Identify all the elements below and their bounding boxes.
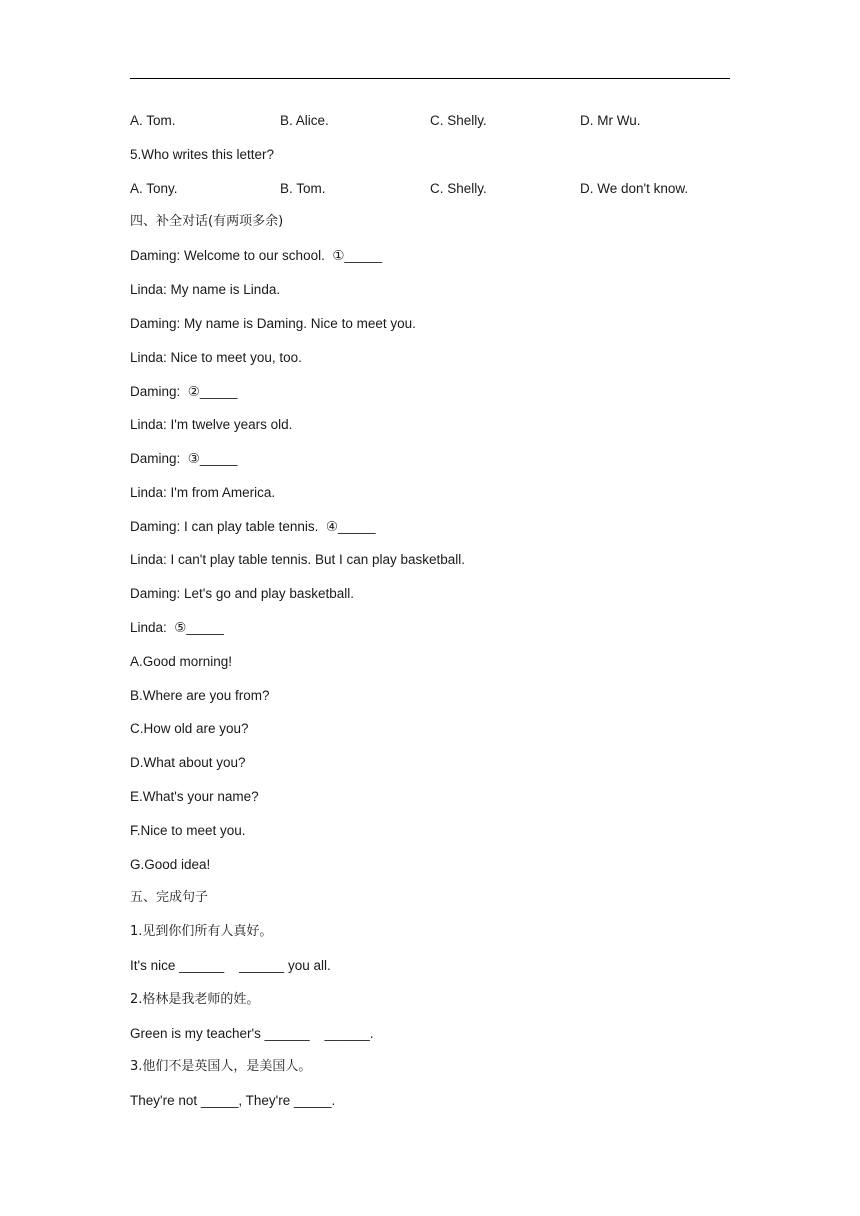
dialogue-line: Daming: I can play table tennis. ④_____: [130, 519, 376, 534]
dialogue-line: Linda: I'm twelve years old.: [130, 417, 293, 432]
sentence-prompt: 3.他们不是英国人，是美国人。: [130, 1059, 312, 1074]
sentence-prompt: 2.格林是我老师的姓。: [130, 992, 260, 1007]
dialogue-line: Daming: Let's go and play basketball.: [130, 586, 354, 601]
q4-option-d: D. Mr Wu.: [580, 113, 641, 128]
dialogue-line: Linda: Nice to meet you, too.: [130, 350, 302, 365]
dialogue-line: Linda: I can't play table tennis. But I can play basketball.: [130, 552, 466, 567]
dialogue-line: Daming: Welcome to our school. ①_____: [130, 248, 382, 263]
choice-item: E.What's your name?: [130, 789, 259, 804]
choice-item: C.How old are you?: [130, 721, 249, 736]
sentence-blank: It's nice ______ ______ you all.: [130, 958, 331, 973]
sentence-prompt: 1.见到你们所有人真好。: [130, 924, 273, 939]
dialogue-line: Daming: ②_____: [130, 384, 238, 399]
sentence-blank: They're not _____, They're _____.: [130, 1093, 336, 1108]
dialogue-line: Linda: I'm from America.: [130, 485, 276, 500]
q5-question: 5.Who writes this letter?: [130, 147, 275, 162]
q4-option-c: C. Shelly.: [430, 113, 487, 128]
q5-option-c: C. Shelly.: [430, 181, 487, 196]
q4-option-a: A. Tom.: [130, 113, 176, 128]
choice-item: F.Nice to meet you.: [130, 823, 246, 838]
q5-option-a: A. Tony.: [130, 181, 178, 196]
dialogue-line: Daming: My name is Daming. Nice to meet you.: [130, 316, 416, 331]
q5-option-b: B. Tom.: [280, 181, 326, 196]
section5-heading: 五、完成句子: [130, 890, 209, 905]
dialogue-line: Daming: ③_____: [130, 451, 238, 466]
sentence-blank: Green is my teacher's ______ ______.: [130, 1026, 374, 1041]
choice-item: D.What about you?: [130, 755, 246, 770]
choice-item: G.Good idea!: [130, 857, 211, 872]
header-rule: [130, 78, 730, 79]
dialogue-line: Linda: ⑤_____: [130, 620, 224, 635]
choice-item: B.Where are you from?: [130, 688, 270, 703]
section4-heading: 四、补全对话(有两项多余): [130, 214, 284, 229]
choice-item: A.Good morning!: [130, 654, 233, 669]
dialogue-line: Linda: My name is Linda.: [130, 282, 281, 297]
q5-option-d: D. We don't know.: [580, 181, 689, 196]
q4-option-b: B. Alice.: [280, 113, 329, 128]
